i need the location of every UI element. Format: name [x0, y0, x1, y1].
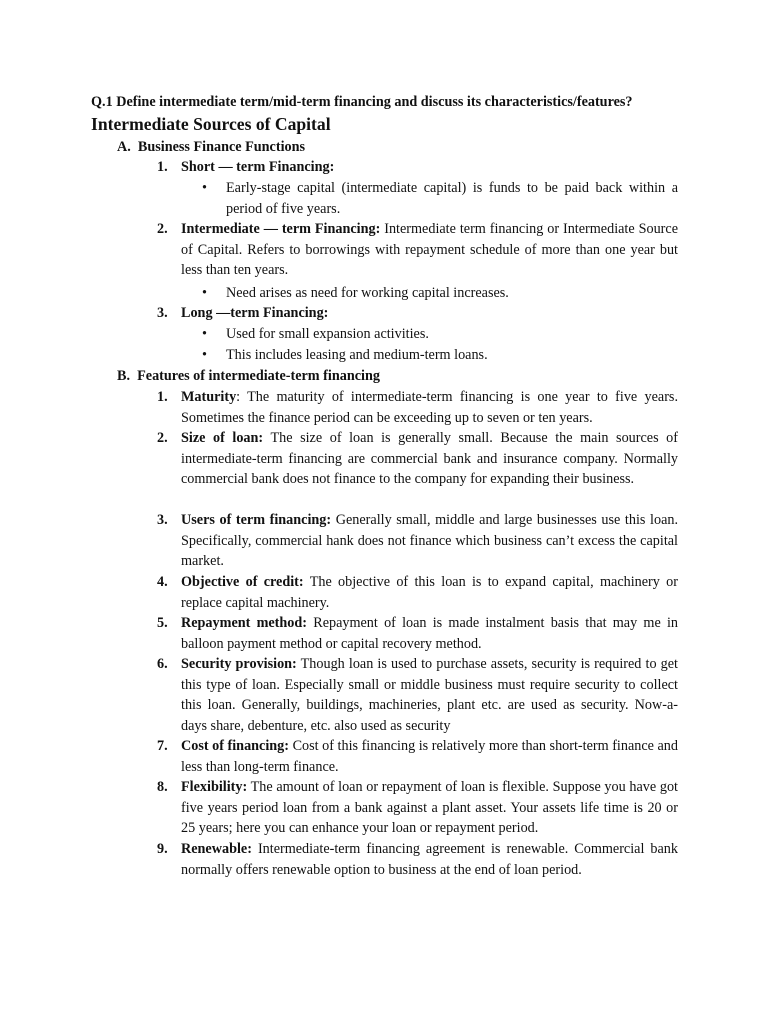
- section-b-item-2-title: Size of loan:: [181, 430, 264, 446]
- bullet-icon: •: [202, 326, 207, 342]
- section-b-item-8-title: Flexibility:: [181, 779, 248, 795]
- section-a-item-3-title: Long —term Financing:: [181, 305, 329, 321]
- section-b-item-9-number: 9.: [157, 841, 168, 857]
- section-b-item-3-paragraph: [181, 510, 678, 572]
- section-a-item-3-bullet-2: This includes leasing and medium-term loans.: [226, 347, 488, 363]
- section-b-item-7-paragraph: [181, 736, 678, 777]
- section-b-item-5-paragraph: [181, 613, 678, 654]
- section-b-item-1-text: : The maturity of intermediate-term financing is one year to five years. Sometimes the finance period can be exceeding up to seven or ten years.: [181, 389, 678, 426]
- section-a-item-1-title: Short — term Financing:: [181, 159, 335, 175]
- section-b-item-1-paragraph: [181, 387, 678, 428]
- section-b-item-7-text: Cost of this financing is relatively more than short-term finance and less than long-term finance.: [181, 738, 678, 775]
- section-b-item-4-text: The objective of this loan is to expand capital, machinery or replace capital machinery.: [181, 574, 678, 611]
- section-a-item-2-paragraph: [181, 219, 678, 281]
- section-b-item-4-title: Objective of credit:: [181, 574, 304, 590]
- section-a-item-2-number: 2.: [157, 221, 168, 237]
- section-a-item-3-bullet-1: Used for small expansion activities.: [226, 326, 429, 342]
- document-heading: Intermediate Sources of Capital: [91, 114, 331, 134]
- section-b-item-5-number: 5.: [157, 615, 168, 631]
- section-a-item-1-bullet-1: Early-stage capital (intermediate capital) is funds to be paid back within a period of five years.: [226, 180, 678, 217]
- bullet-icon: •: [202, 285, 207, 301]
- section-b-item-4-paragraph: [181, 572, 678, 613]
- section-b-item-3-number: 3.: [157, 512, 168, 528]
- section-b-item-2-number: 2.: [157, 430, 168, 446]
- section-b-item-6-title: Security provision:: [181, 656, 297, 672]
- section-a-item-3-number: 3.: [157, 305, 168, 321]
- section-b-item-2-text: The size of loan is generally small. Because the main sources of intermediate-term financing are commercial bank and insurance company. Normally commercial bank does not finance to the company for expanding their business.: [181, 430, 678, 488]
- section-b-item-9-paragraph: [181, 839, 678, 880]
- section-b-item-4-number: 4.: [157, 574, 168, 590]
- question-title: Q.1 Define intermediate term/mid-term financing and discuss its characteristics/features?: [91, 94, 633, 110]
- section-b-item-7-number: 7.: [157, 738, 168, 754]
- section-a-item-2-text: Intermediate term financing or Intermediate Source of Capital. Refers to borrowings with repayment schedule of more than one year but less than ten years.: [181, 221, 678, 279]
- section-b-item-8-text: The amount of loan or repayment of loan is flexible. Suppose you have got five years period loan from a bank against a plant asset. Your assets life time is 20 or 25 years; here you can enhance your loan or repayment period.: [181, 779, 678, 837]
- section-b-item-1-title: Maturity: [181, 389, 237, 405]
- section-b-item-9-title: Renewable:: [181, 841, 252, 857]
- section-a-letter: A.: [117, 139, 131, 155]
- section-a-item-1-number: 1.: [157, 159, 168, 175]
- section-b-item-6-paragraph: [181, 654, 678, 736]
- section-a-item-2-title: Intermediate — term Financing:: [181, 221, 381, 237]
- section-b-item-7-title: Cost of financing:: [181, 738, 290, 754]
- bullet-icon: •: [202, 347, 207, 363]
- section-b-item-9-text: Intermediate-term financing agreement is renewable. Commercial bank normally offers renewable option to business at the end of loan period.: [181, 841, 678, 878]
- section-b-item-5-title: Repayment method:: [181, 615, 308, 631]
- section-b-item-3-text: Generally small, middle and large businesses use this loan. Specifically, commercial hank does not finance which business can’t excess the capital market.: [181, 512, 679, 570]
- section-a-item-2-bullet-1: Need arises as need for working capital increases.: [226, 285, 509, 301]
- section-b-item-3-title: Users of term financing:: [181, 512, 332, 528]
- section-a-heading: [117, 137, 305, 158]
- section-b-item-1-number: 1.: [157, 389, 168, 405]
- section-b-title: Features of intermediate-term financing: [137, 368, 380, 384]
- section-b-item-5-text: Repayment of loan is made instalment basis that may me in balloon payment method or capital recovery method.: [181, 615, 679, 652]
- section-a-title: Business Finance Functions: [137, 139, 306, 155]
- section-b-letter: B.: [117, 368, 131, 384]
- section-b-item-6-text: Though loan is used to purchase assets, security is required to get this type of loan. Especially small or middle business must require security to collect this loan. Generally, buildings, machineries, plant etc. are used as security. Now-a- days share, debenture, etc. also used as security: [181, 656, 678, 734]
- section-b-item-2-paragraph: [181, 428, 678, 490]
- section-b-item-8-paragraph: [181, 777, 678, 839]
- section-b-heading: [117, 366, 380, 387]
- section-b-item-6-number: 6.: [157, 656, 168, 672]
- bullet-icon: •: [202, 180, 207, 196]
- section-b-item-8-number: 8.: [157, 779, 168, 795]
